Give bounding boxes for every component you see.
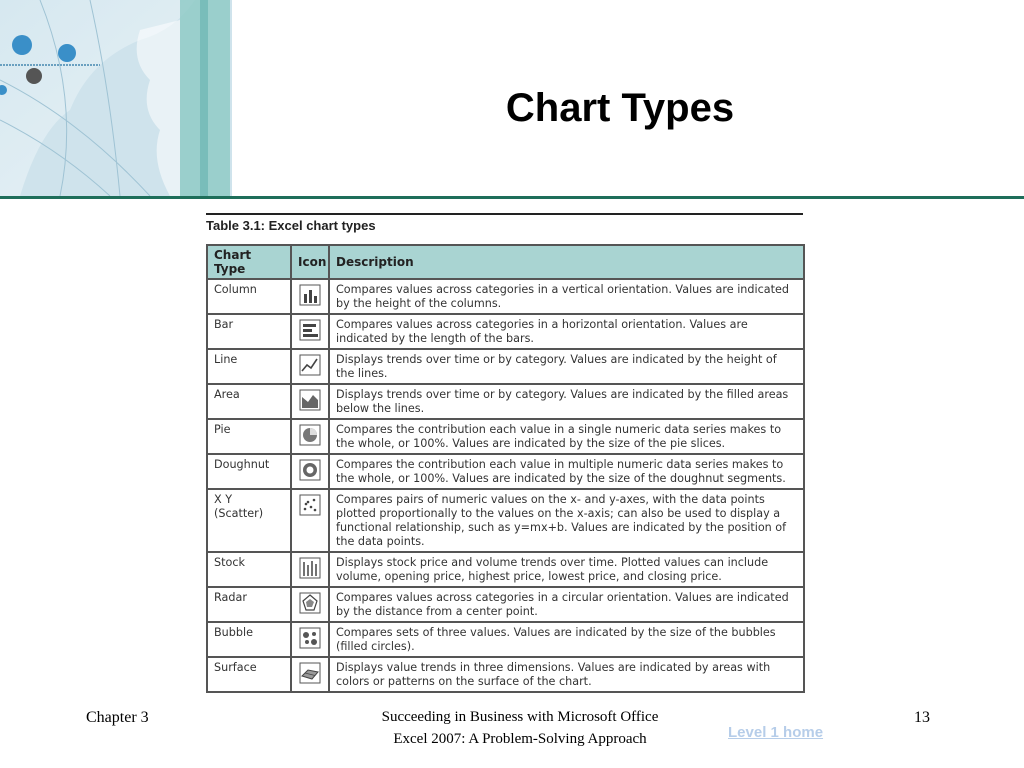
chart-type-name: Surface <box>207 657 291 692</box>
slide-title: Chart Types <box>505 86 735 130</box>
chart-type-description: Displays value trends in three dimensions. Values are indicated by areas with colors or patterns on the surface of the chart. <box>329 657 804 692</box>
radar-chart-icon <box>299 592 321 614</box>
level-1-home-link[interactable]: Level 1 home <box>728 724 824 741</box>
table-row <box>207 454 804 489</box>
table-row <box>207 657 804 692</box>
footer-book-title <box>330 706 710 750</box>
chart-type-description: Compares the contribution each value in multiple numeric data series makes to the whole, or 100%. Values are indicated by the size of the doughnut segments. <box>329 454 804 489</box>
bubble-chart-icon <box>299 627 321 649</box>
chart-types-table <box>206 244 805 693</box>
chart-type-description: Compares values across categories in a vertical orientation. Values are indicated by the height of the columns. <box>329 279 804 314</box>
title-divider <box>0 196 1024 199</box>
footer-chapter: Chapter 3 <box>86 709 149 726</box>
table-row <box>207 552 804 587</box>
chart-type-name: Doughnut <box>207 454 291 489</box>
footer-book-line-2: Excel 2007: A Problem-Solving Approach <box>393 731 647 747</box>
page-number: 13 <box>914 709 930 726</box>
bar-chart-icon <box>299 319 321 341</box>
table-row <box>207 279 804 314</box>
table-row <box>207 419 804 454</box>
table-caption: Table 3.1: Excel chart types <box>206 218 376 233</box>
footer-book-line-1: Succeeding in Business with Microsoft Office <box>381 709 659 725</box>
chart-type-name: Bubble <box>207 622 291 657</box>
scatter-chart-icon <box>299 494 321 516</box>
chart-type-name: Area <box>207 384 291 419</box>
chart-type-name: Bar <box>207 314 291 349</box>
area-chart-icon <box>299 389 321 411</box>
chart-type-description: Displays trends over time or by category. Values are indicated by the height of the lines. <box>329 349 804 384</box>
chart-types-table-wrapper <box>206 244 803 693</box>
chart-type-description: Compares pairs of numeric values on the x- and y-axes, with the data points plotted proportionally to the values on the x-axis; can also be used to display a functional relationship, such as y=mx+b. Values are indicated by the position of the data points. <box>329 489 804 552</box>
chart-type-name: Stock <box>207 552 291 587</box>
corner-decoration <box>0 0 232 196</box>
table-row <box>207 622 804 657</box>
chart-type-description: Compares the contribution each value in a single numeric data series makes to the whole, or 100%. Values are indicated by the size of the pie slices. <box>329 419 804 454</box>
table-row <box>207 587 804 622</box>
chart-type-name: Line <box>207 349 291 384</box>
pie-chart-icon <box>299 424 321 446</box>
header-description: Description <box>329 245 804 279</box>
table-row <box>207 384 804 419</box>
doughnut-chart-icon <box>299 459 321 481</box>
header-chart-type: Chart Type <box>207 245 291 279</box>
chart-type-description: Displays stock price and volume trends over time. Plotted values can include volume, opening price, highest price, lowest price, and closing price. <box>329 552 804 587</box>
stock-chart-icon <box>299 557 321 579</box>
surface-chart-icon <box>299 662 321 684</box>
table-row <box>207 489 804 552</box>
chart-type-description: Compares values across categories in a circular orientation. Values are indicated by the distance from a center point. <box>329 587 804 622</box>
chart-type-description: Compares sets of three values. Values are indicated by the size of the bubbles (filled circles). <box>329 622 804 657</box>
chart-type-name: Column <box>207 279 291 314</box>
column-chart-icon <box>299 284 321 306</box>
line-chart-icon <box>299 354 321 376</box>
chart-type-name: Pie <box>207 419 291 454</box>
table-header-row <box>207 245 804 279</box>
table-row <box>207 349 804 384</box>
table-row <box>207 314 804 349</box>
chart-type-name: X Y (Scatter) <box>207 489 291 552</box>
chart-type-name: Radar <box>207 587 291 622</box>
chart-type-description: Compares values across categories in a horizontal orientation. Values are indicated by the length of the bars. <box>329 314 804 349</box>
chart-type-description: Displays trends over time or by category. Values are indicated by the filled areas below the lines. <box>329 384 804 419</box>
header-icon: Icon <box>291 245 329 279</box>
caption-rule <box>206 213 803 215</box>
